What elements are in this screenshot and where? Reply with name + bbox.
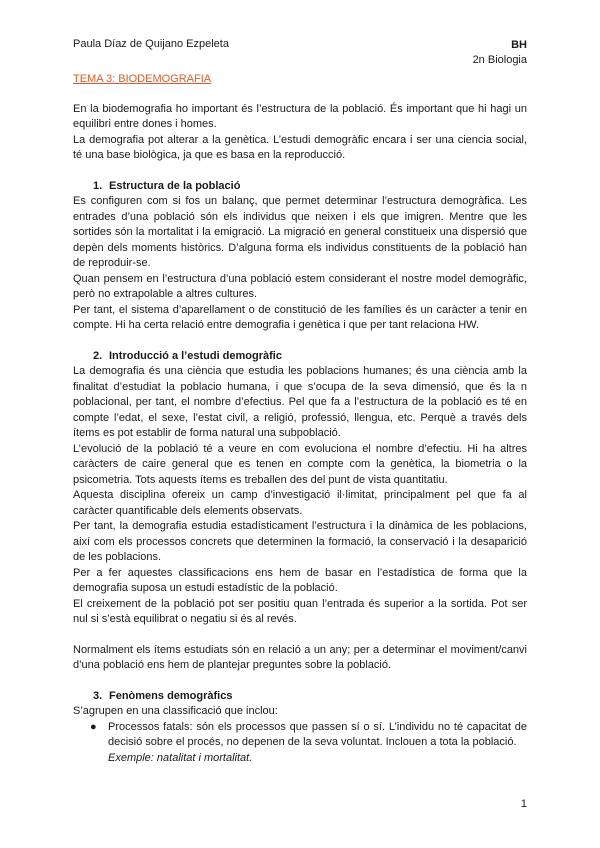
section-paragraph: Quan pensem en l’estructura d’una població estem considerant el nostre model demogràfic, però no extrapolable a altres cultures.: [73, 272, 527, 300]
section-paragraph: Es configuren com si fos un balanç, que permet determinar l’estructura demogràfica. Les entrades d’una població són els individus que neixen i els que imigren. Mentre que les sortides són la mortalitat i la emigració. La migració en general constitueix una dispersió que depèn dels moments històrics. D’alguna forma els individus constituents de la població han de reproduir-se.: [73, 195, 527, 269]
header-right: [473, 38, 527, 68]
section-heading-text: Estructura de la població: [109, 179, 241, 192]
section-paragraph: Aquesta disciplina ofereix un camp d’investigació il·limitat, principalment pel que fa al caràcter quantificable dels elements observats.: [73, 489, 527, 517]
section-paragraph: Per a fer aquestes classificacions ens hem de basar en l’estadística de forma que la demografia suposa un estudi estadístic de la població.: [73, 566, 527, 594]
header-initials: BH: [511, 39, 527, 51]
section-1: [73, 179, 527, 334]
section-paragraph: Normalment els ítems estudiats són en relació a un any; per a determinar el moviment/canvi d’una població ens hem de plantejar preguntes sobre la població.: [73, 643, 527, 671]
section-heading: [73, 179, 527, 195]
list-item-text: Processos fatals: són els processos que passen sí o sí. L’individu no té capacitat de decisió sobre el procés, no depenen de la seva voluntat. Inclouen a tota la població.: [108, 720, 527, 748]
section-paragraph: Per tant, la demografia estudia estadísticament l’estructura i la dinàmica de les poblacions, així com els processos concrets que determinen la formació, la conservació i la desaparició de les poblacions.: [73, 520, 527, 563]
list-item-example: Exemple: natalitat i mortalitat.: [108, 751, 253, 764]
section-paragraph: El creixement de la població pot ser positiu quan l’entrada és superior a la sortida. Pot ser nul si s’està equilibrat o negatiu si és al revés.: [73, 597, 527, 625]
document-body: [73, 72, 527, 766]
bullet-dot-icon: ●: [90, 720, 97, 733]
section-number: 3.: [93, 689, 103, 702]
list-item: [87, 720, 527, 767]
intro-paragraph: En la biodemografia ho important és l’estructura de la població. És important que hi hagi un equilibri entre dones i homes.: [73, 102, 527, 130]
section-heading-text: Introducció a l’estudi demogràfic: [109, 349, 282, 362]
page-number: 1: [520, 798, 527, 810]
section-3: [73, 689, 527, 767]
section-paragraph: La demografia és una ciència que estudia les poblacions humanes; és una ciència amb la finalitat d’estudiat la poblacio humana, i que s’ocupa de la seva dimensió, que és la n poblacional, per tant, el nombre d’efectius. Pel que fa a l’estructura de la població es té en compte l’edat, el sexe, l’estat civil, a religió, professió, llengua, etc. Perquè a través dels ítems es pot establir de forma natural una subpoblació.: [73, 365, 527, 439]
section-2: [73, 349, 527, 674]
document-title: TEMA 3: BIODEMOGRAFIA: [73, 73, 212, 85]
section-number: 1.: [93, 179, 103, 192]
section-paragraph: Per tant, el sistema d’aparellament o de constitució de les famílies és un caràcter a tenir en compte. Hi ha certa relació entre demografia i genètica i que per tant relaciona HW.: [73, 303, 527, 331]
section-paragraph: L’evolució de la població té a veure en com evoluciona el nombre d’efectiu. Hi ha altres caràcters de caire general que es tenen en compte com la genètica, la biometria o la psicometria. Tots aquests ítems es treballen des del punt de vista quantitatiu.: [73, 442, 527, 486]
header-author: Paula Díaz de Quijano Ezpeleta: [73, 38, 229, 50]
section-heading-text: Fenòmens demogràfics: [109, 689, 233, 702]
header-course: 2n Biologia: [472, 54, 527, 66]
section-number: 2.: [93, 349, 103, 362]
section-intro: S’agrupen en una classificació que inclou:: [73, 705, 278, 717]
intro-paragraph: La demografia pot alterar a la genètica. L’estudi demogràfic encara i ser una ciencia social, té una base biològica, ja que es basa en la reproducció.: [73, 133, 527, 161]
section-heading: [73, 349, 527, 365]
bullet-list: [73, 720, 527, 767]
section-heading: [73, 689, 527, 705]
